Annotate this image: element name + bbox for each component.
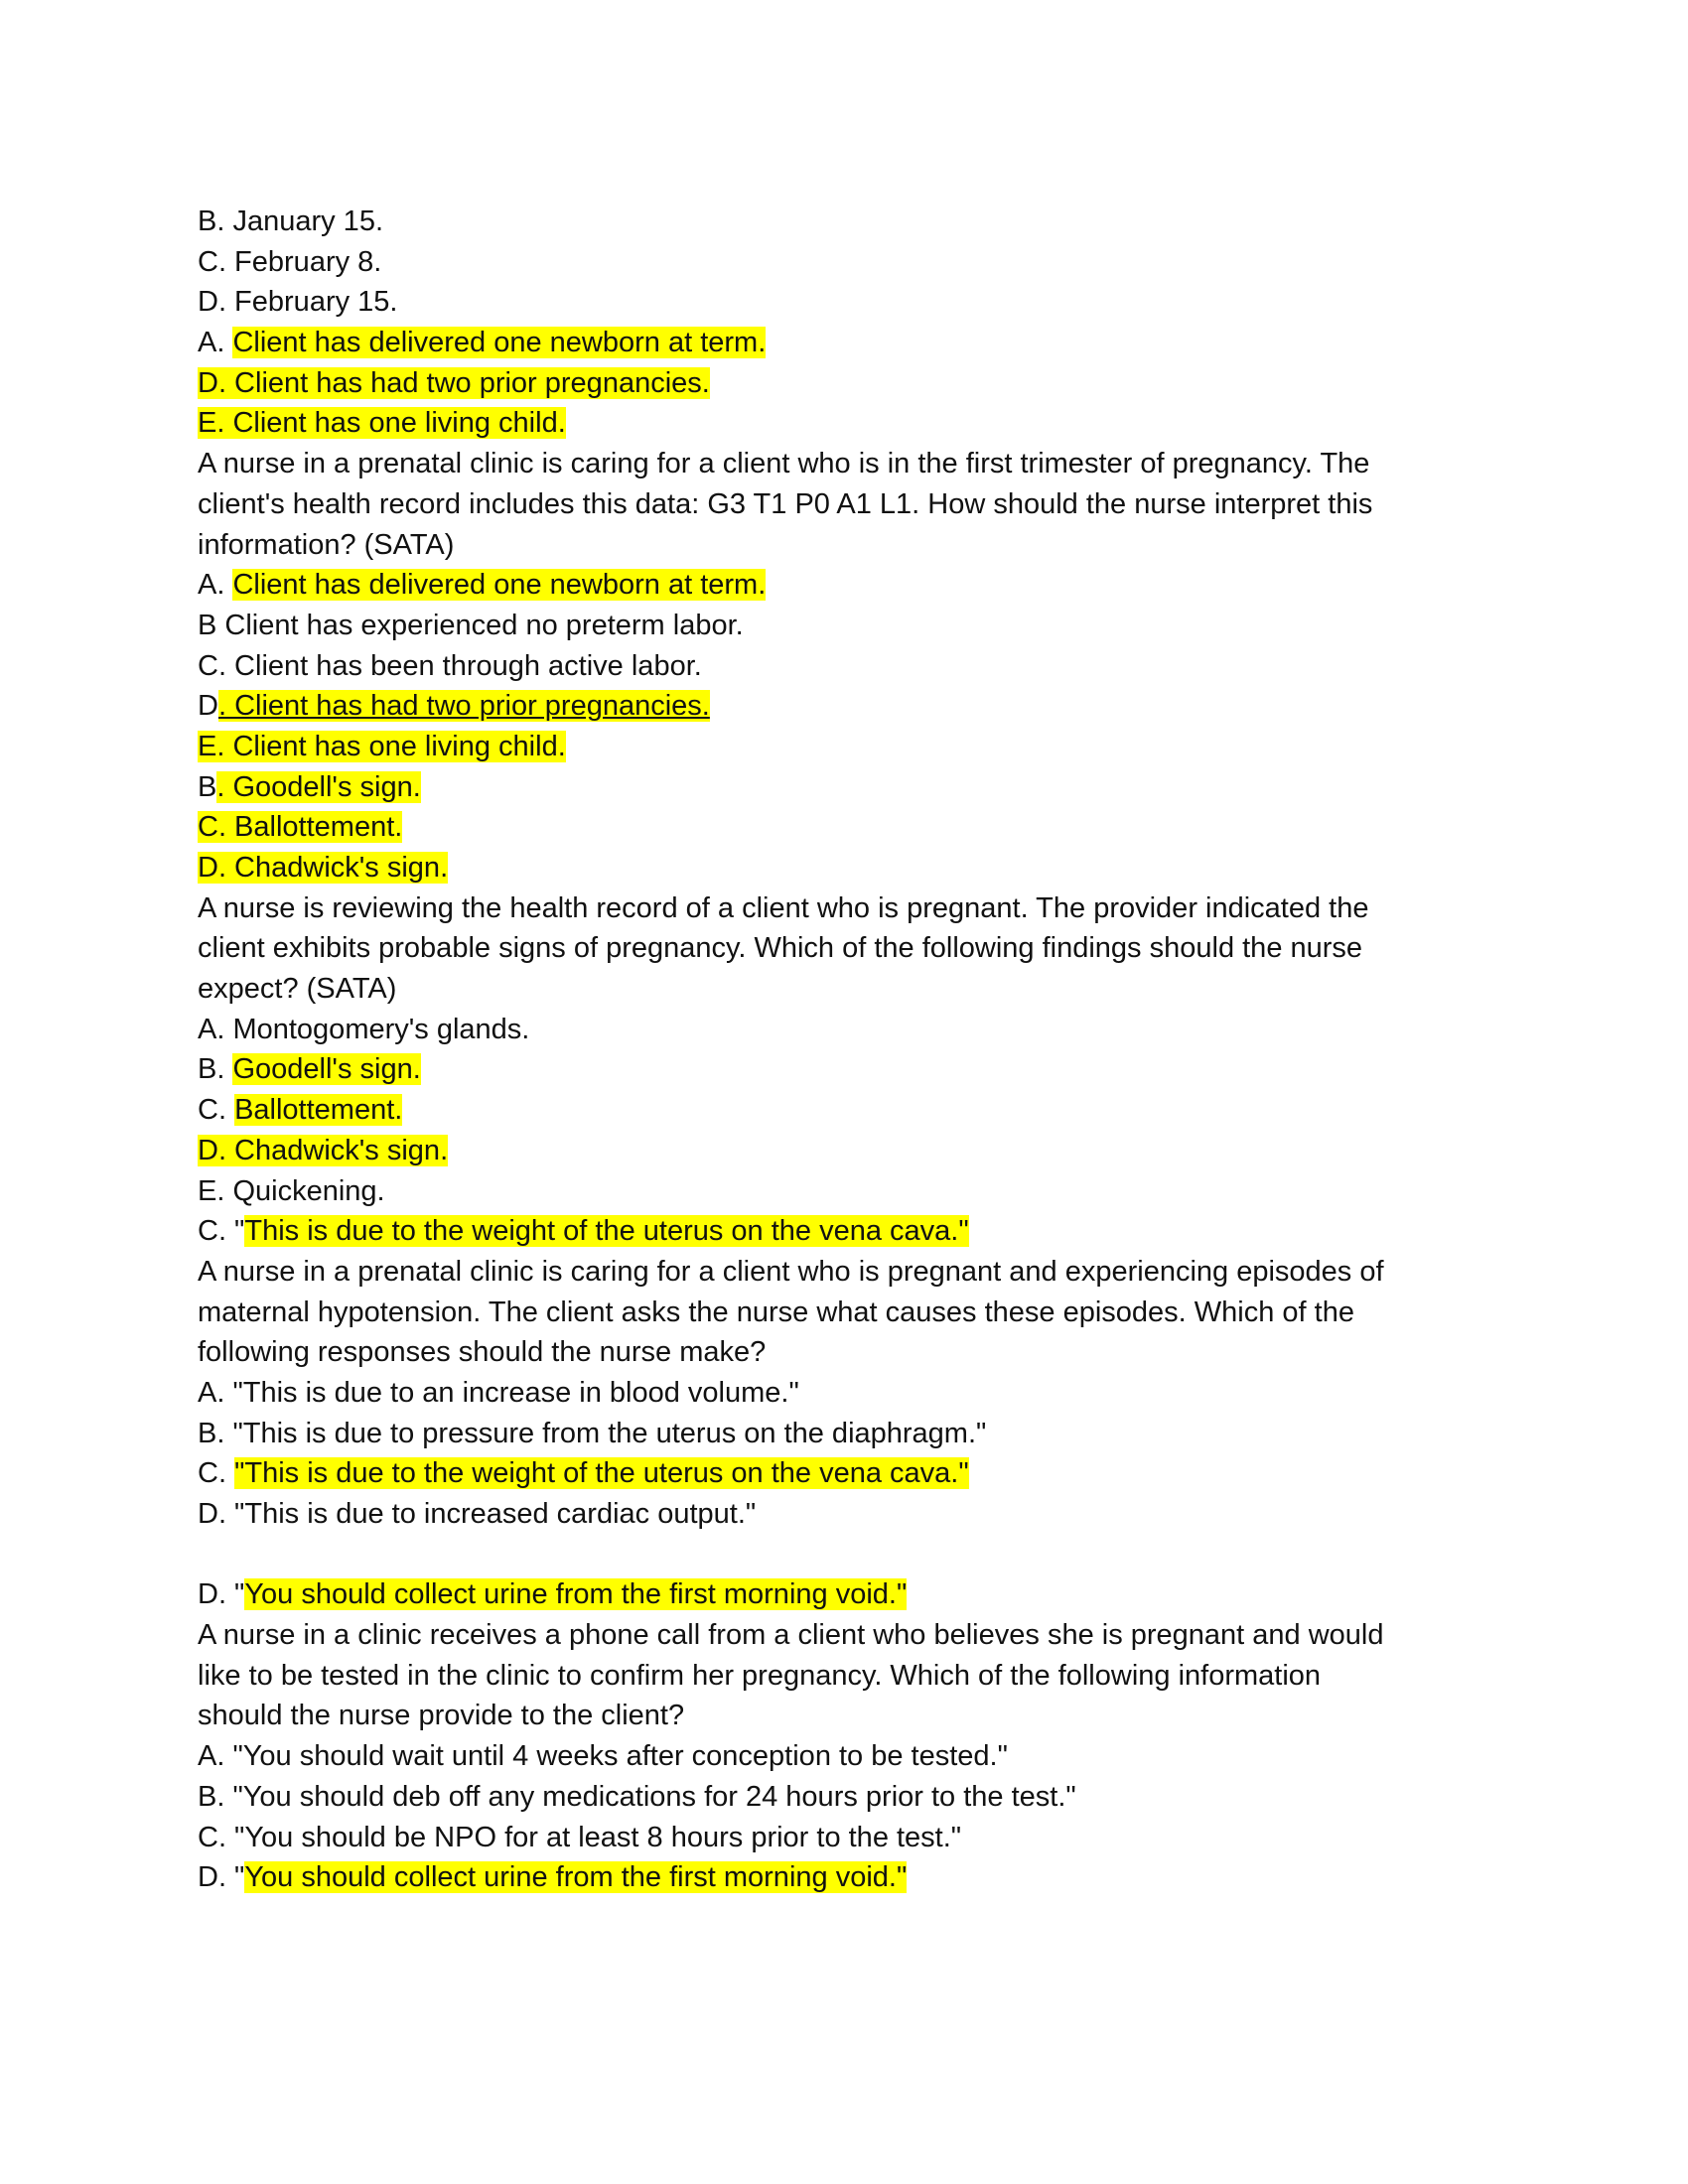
line-text: C. "You should be NPO for at least 8 hours prior to the test." bbox=[198, 1821, 962, 1853]
line-text: A nurse in a prenatal clinic is caring for a client who is pregnant and experiencing episodes of bbox=[198, 1255, 1384, 1288]
line-text: A nurse in a clinic receives a phone call from a client who believes she is pregnant and would bbox=[198, 1619, 1384, 1652]
line-text: C. February 8. bbox=[198, 245, 382, 278]
line-text: expect? (SATA) bbox=[198, 973, 397, 1006]
document-line bbox=[198, 1010, 1488, 1050]
line-text: D. February 15. bbox=[198, 286, 398, 319]
document-line bbox=[198, 323, 1488, 363]
line-text: B. bbox=[198, 1053, 233, 1086]
document-line bbox=[198, 1373, 1488, 1414]
document-line bbox=[198, 1453, 1488, 1494]
document-line bbox=[198, 1049, 1488, 1090]
document-line bbox=[198, 1131, 1488, 1171]
line-text: E. Quickening. bbox=[198, 1174, 385, 1207]
line-text: C. bbox=[198, 1457, 235, 1490]
line-text: A. bbox=[198, 327, 233, 359]
highlighted-answer: . Goodell's sign. bbox=[216, 770, 421, 803]
document-line bbox=[198, 928, 1488, 969]
document-line bbox=[198, 363, 1488, 404]
document-line bbox=[198, 403, 1488, 444]
document-line bbox=[198, 525, 1488, 566]
highlighted-answer: You should collect urine from the first morning void." bbox=[244, 1578, 908, 1611]
line-text: maternal hypotension. The client asks the nurse what causes these episodes. Which of the bbox=[198, 1296, 1354, 1328]
document-line bbox=[198, 1414, 1488, 1454]
document-line bbox=[198, 888, 1488, 929]
line-text: B. "This is due to pressure from the uterus on the diaphragm." bbox=[198, 1417, 987, 1449]
highlighted-answer: C. Ballottement. bbox=[198, 811, 403, 844]
document-line bbox=[198, 1574, 1488, 1615]
document-line bbox=[198, 484, 1488, 525]
document-line bbox=[198, 1818, 1488, 1858]
highlighted-answer: This is due to the weight of the uterus on the vena cava." bbox=[244, 1215, 969, 1248]
document-line bbox=[198, 1332, 1488, 1373]
highlighted-answer: You should collect urine from the first morning void." bbox=[244, 1861, 908, 1894]
document-page bbox=[198, 202, 1488, 1898]
highlighted-answer: "This is due to the weight of the uterus on the vena cava." bbox=[234, 1457, 969, 1490]
highlighted-answer: Client has delivered one newborn at term. bbox=[232, 327, 767, 359]
highlighted-answer: D. Chadwick's sign. bbox=[198, 1134, 449, 1166]
blank-line bbox=[198, 1535, 1488, 1575]
document-line bbox=[198, 969, 1488, 1010]
highlighted-answer: Goodell's sign. bbox=[232, 1053, 421, 1086]
document-line bbox=[198, 606, 1488, 646]
document-line bbox=[198, 565, 1488, 606]
line-text: should the nurse provide to the client? bbox=[198, 1700, 685, 1732]
document-line bbox=[198, 1494, 1488, 1535]
line-text: client's health record includes this data: G3 T1 P0 A1 L1. How should the nurse interpret this bbox=[198, 487, 1373, 520]
document-line bbox=[198, 282, 1488, 323]
document-line bbox=[198, 646, 1488, 687]
document-line bbox=[198, 1252, 1488, 1293]
document-line bbox=[198, 807, 1488, 848]
highlighted-answer: Client has delivered one newborn at term. bbox=[232, 569, 767, 602]
line-text: following responses should the nurse make? bbox=[198, 1336, 767, 1369]
line-text: A nurse in a prenatal clinic is caring for a client who is in the first trimester of pregnancy. The bbox=[198, 448, 1370, 480]
line-text: B. "You should deb off any medications for 24 hours prior to the test." bbox=[198, 1780, 1076, 1813]
line-text: C. " bbox=[198, 1215, 245, 1248]
document-line bbox=[198, 202, 1488, 242]
line-text: A. "This is due to an increase in blood volume." bbox=[198, 1376, 799, 1409]
document-line bbox=[198, 686, 1488, 727]
line-text: D. "This is due to increased cardiac output." bbox=[198, 1498, 757, 1530]
document-line bbox=[198, 767, 1488, 808]
highlighted-answer: D. Chadwick's sign. bbox=[198, 852, 449, 884]
document-line bbox=[198, 242, 1488, 283]
line-text: B bbox=[198, 770, 217, 803]
line-text: A. Montogomery's glands. bbox=[198, 1013, 530, 1045]
document-line bbox=[198, 1777, 1488, 1818]
highlighted-answer: D. Client has had two prior pregnancies. bbox=[198, 366, 710, 399]
document-line bbox=[198, 1736, 1488, 1777]
line-text: A nurse is reviewing the health record of a client who is pregnant. The provider indicated the bbox=[198, 891, 1369, 924]
highlighted-answer: E. Client has one living child. bbox=[198, 730, 566, 762]
line-text: D. " bbox=[198, 1861, 245, 1894]
line-text: like to be tested in the clinic to confirm her pregnancy. Which of the following information bbox=[198, 1659, 1322, 1692]
line-text: information? (SATA) bbox=[198, 528, 455, 561]
document-line bbox=[198, 1090, 1488, 1131]
document-line bbox=[198, 1171, 1488, 1212]
document-line bbox=[198, 1293, 1488, 1333]
document-line bbox=[198, 444, 1488, 484]
line-text: C. bbox=[198, 1094, 235, 1127]
line-text: C. Client has been through active labor. bbox=[198, 649, 702, 682]
document-line bbox=[198, 727, 1488, 767]
document-line bbox=[198, 1615, 1488, 1656]
highlighted-answer: . Client has had two prior pregnancies. bbox=[217, 690, 710, 723]
document-line bbox=[198, 848, 1488, 888]
line-text: D. " bbox=[198, 1578, 245, 1611]
document-line bbox=[198, 1696, 1488, 1736]
line-text: B Client has experienced no preterm labor. bbox=[198, 609, 744, 641]
line-text: client exhibits probable signs of pregnancy. Which of the following findings should the nurse bbox=[198, 932, 1363, 965]
highlighted-answer: Ballottement. bbox=[234, 1094, 403, 1127]
line-text: A. bbox=[198, 569, 233, 602]
document-line bbox=[198, 1857, 1488, 1898]
document-line bbox=[198, 1656, 1488, 1697]
highlighted-answer: E. Client has one living child. bbox=[198, 407, 566, 440]
line-text: B. January 15. bbox=[198, 205, 383, 237]
line-text: A. "You should wait until 4 weeks after conception to be tested." bbox=[198, 1740, 1008, 1773]
line-text: D bbox=[198, 690, 218, 723]
document-line bbox=[198, 1211, 1488, 1252]
